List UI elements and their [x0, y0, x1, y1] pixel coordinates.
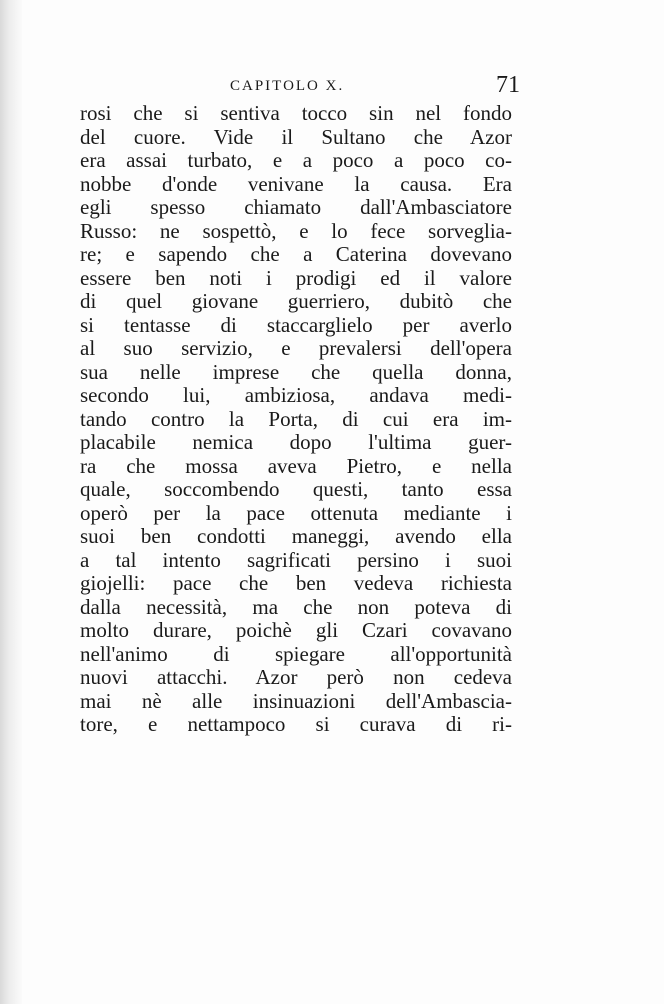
text-line: essere ben noti i prodigi ed il valore — [80, 266, 512, 290]
text-line: a tal intento sagrificati persino i suoi — [80, 548, 512, 572]
text-line: re; e sapendo che a Caterina dovevano — [80, 243, 512, 266]
text-line: dalla necessità, ma che non poteva di — [80, 595, 512, 619]
page-number: 71 — [496, 72, 520, 98]
text-line: suoi ben condotti maneggi, avendo ella — [80, 525, 512, 548]
running-header — [230, 72, 520, 98]
text-line: nobbe d'onde venivane la causa. Era — [80, 172, 512, 196]
text-line: nell'animo di spiegare all'opportunità — [80, 642, 512, 666]
text-line: molto durare, poichè gli Czari covavano — [80, 619, 512, 642]
text-line: del cuore. Vide il Sultano che Azor — [80, 125, 512, 149]
text-line: giojelli: pace che ben vedeva richiesta — [80, 572, 512, 595]
text-line: era assai turbato, e a poco a poco co- — [80, 149, 512, 172]
text-line: rosi che si sentiva tocco sin nel fondo — [80, 102, 512, 125]
text-line: placabile nemica dopo l'ultima guer- — [80, 431, 512, 454]
text-line: tore, e nettampoco si curava di ri- — [80, 713, 512, 736]
text-line: al suo servizio, e prevalersi dell'opera — [80, 337, 512, 360]
text-line: nuovi attacchi. Azor però non cedeva — [80, 666, 512, 689]
text-line: tando contro la Porta, di cui era im- — [80, 407, 512, 431]
text-line: egli spesso chiamato dall'Ambasciatore — [80, 196, 512, 219]
text-line: quale, soccombendo questi, tanto essa — [80, 478, 512, 501]
page-binding-shadow — [0, 0, 22, 1004]
text-line: operò per la pace ottenuta mediante i — [80, 501, 512, 525]
text-line: sua nelle imprese che quella donna, — [80, 360, 512, 384]
text-line: mai nè alle insinuazioni dell'Ambascia- — [80, 689, 512, 713]
text-line: secondo lui, ambiziosa, andava medi- — [80, 384, 512, 407]
text-line: Russo: ne sospettò, e lo fece sorveglia- — [80, 219, 512, 243]
chapter-heading: CAPITOLO X. — [230, 78, 345, 94]
text-line: si tentasse di staccarglielo per averlo — [80, 313, 512, 337]
body-text — [80, 102, 512, 737]
text-line: ra che mossa aveva Pietro, e nella — [80, 454, 512, 478]
text-line: di quel giovane guerriero, dubitò che — [80, 290, 512, 313]
